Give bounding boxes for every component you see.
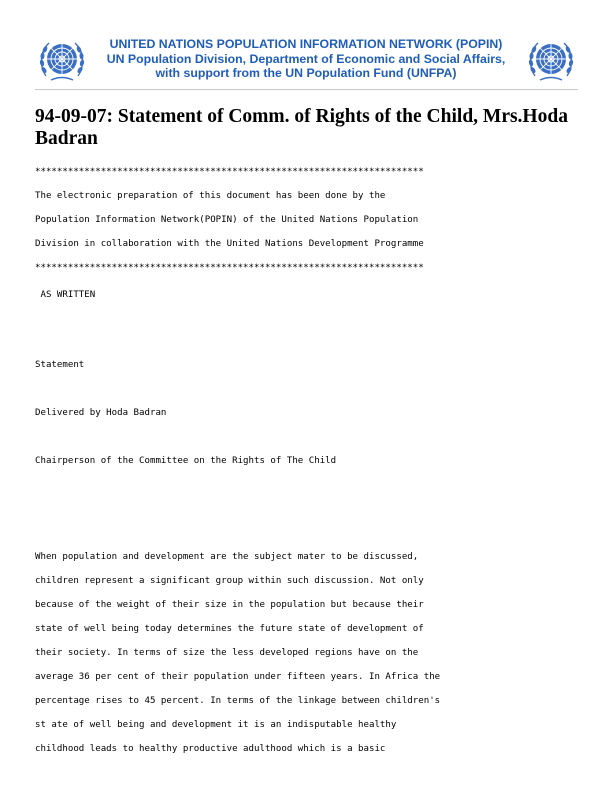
body-line: because of the weight of their size in the population but because their xyxy=(35,600,424,610)
body-line: percentage rises to 45 percent. In terms of the linkage between children's xyxy=(35,696,441,706)
as-written-label: AS WRITTEN xyxy=(35,290,96,300)
header-divider xyxy=(35,89,578,90)
body-line: When population and development are the subject mater to be discussed, xyxy=(35,552,419,562)
body-line: childhood leads to healthy productive adulthood which is a basic xyxy=(35,744,386,754)
popin-banner xyxy=(94,37,518,81)
notice-line: Division in collaboration with the United Nations Development Programme xyxy=(35,239,424,249)
document-title: 94-09-07: Statement of Comm. of Rights of the Child, Mrs.Hoda Badran xyxy=(35,106,568,149)
un-emblem-icon xyxy=(526,36,576,86)
banner-line-3: with support from the UN Population Fund (UNFPA) xyxy=(155,66,457,81)
banner-line-2: UN Population Division, Department of Economic and Social Affairs, xyxy=(106,51,506,66)
body-line: average 36 per cent of their population under fifteen years. In Africa the xyxy=(35,672,441,682)
body-line: children represent a significant group within such discussion. Not only xyxy=(35,576,424,586)
notice-line: Population Information Network(POPIN) of the United Nations Population xyxy=(35,215,419,225)
speaker-role: Chairperson of the Committee on the Rights of The Child xyxy=(35,456,337,466)
body-line: st ate of well being and development it is an indisputable healthy xyxy=(35,720,397,730)
page-header xyxy=(0,0,612,96)
statement-label: Statement xyxy=(35,360,85,370)
delivered-by: Delivered by Hoda Badran xyxy=(35,408,167,418)
banner-line-1: UNITED NATIONS POPULATION INFORMATION NETWORK (POPIN) xyxy=(109,37,503,51)
body-line: state of well being today determines the future state of development of xyxy=(35,624,424,634)
separator-line: *********************************************************************** xyxy=(35,167,424,177)
body-line: their society. In terms of size the less developed regions have on the xyxy=(35,648,419,658)
un-emblem-icon xyxy=(37,36,87,86)
separator-line: *********************************************************************** xyxy=(35,263,424,273)
notice-line: The electronic preparation of this document has been done by the xyxy=(35,191,386,201)
